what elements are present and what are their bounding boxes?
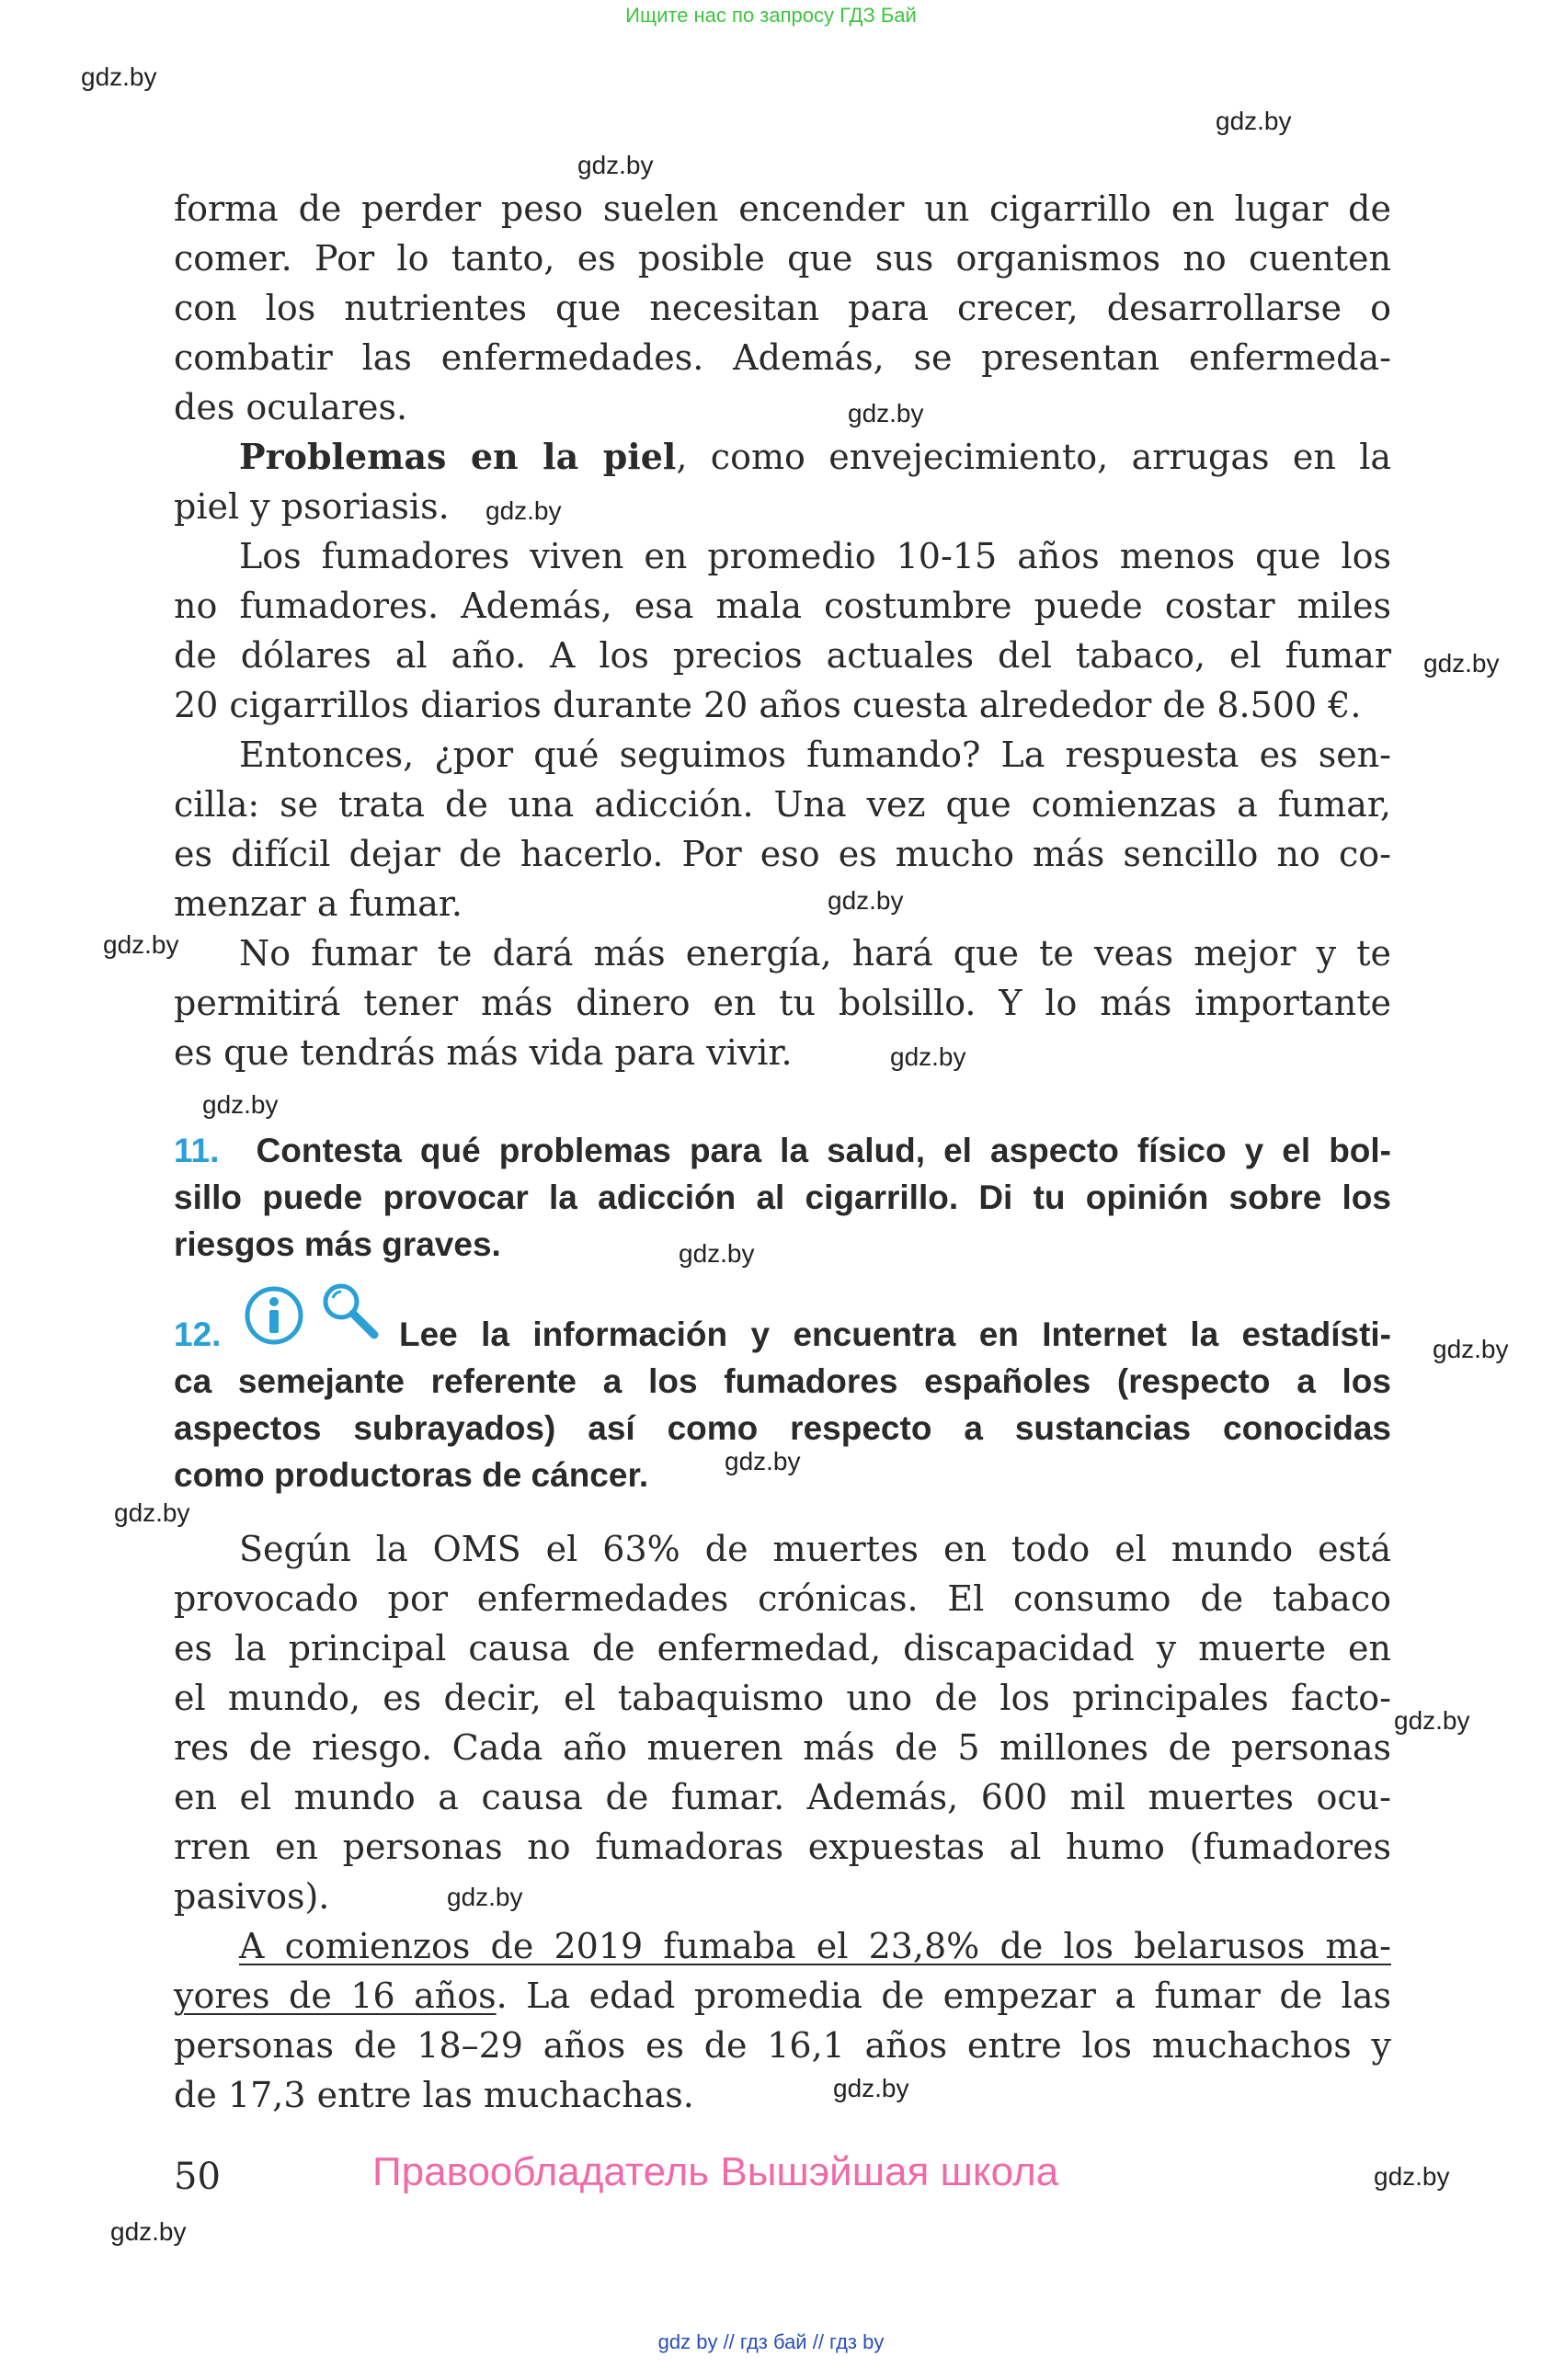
underlined-text: A comienzos de 2019 fumaba el 23,8% de los belarusos ma-	[239, 1926, 1391, 1966]
text-line: menzar a fumar.	[174, 883, 463, 924]
underlined-text: yores de 16 años	[174, 1976, 497, 2016]
watermark: gdz.by	[828, 886, 904, 915]
text-line: es difícil dejar de hacerlo. Por eso es mucho más sencillo no co-	[174, 834, 1391, 874]
page-number: 50	[174, 2156, 221, 2198]
top-banner: Ищите нас по запросу ГДЗ Бай	[625, 4, 917, 27]
text-line: combatir las enfermedades. Además, se presentan enfermeda-	[174, 337, 1391, 378]
watermark: gdz.by	[725, 1447, 801, 1475]
task-number: 12.	[174, 1315, 222, 1353]
watermark: gdz.by	[114, 1498, 190, 1527]
text-line: permitirá tener más dinero en tu bolsillo. Y lo más importante	[174, 983, 1391, 1023]
text-line: No fumar te dará más energía, hará que te veas mejor y te	[239, 933, 1391, 974]
task-number: 11.	[174, 1132, 220, 1169]
text-line: de dólares al año. A los precios actuales del tabaco, el fumar	[174, 635, 1391, 676]
text-line: cilla: se trata de una adicción. Una vez que comienzas a fumar,	[174, 784, 1391, 825]
text-line: comer. Por lo tanto, es posible que sus organismos no cuenten	[174, 238, 1391, 279]
text-line: es que tendrás más vida para vivir.	[174, 1032, 793, 1073]
watermark: gdz.by	[1374, 2162, 1450, 2191]
text-line: en el mundo a causa de fumar. Además, 600 mil muertes ocu-	[174, 1777, 1391, 1817]
text-line: rren en personas no fumadoras expuestas al humo (fumadores	[174, 1827, 1391, 1867]
text-line: el mundo, es decir, el tabaquismo uno de los principales facto-	[174, 1678, 1391, 1718]
copyright-holder: Правообладатель Вышэйшая школа	[372, 2149, 1059, 2194]
text-line: de 17,3 entre las muchachas.	[174, 2075, 694, 2115]
text-line: provocado por enfermedades crónicas. El consumo de tabaco	[174, 1578, 1391, 1619]
task-text: Contesta qué problemas para la salud, el aspecto físico y el bol-	[256, 1132, 1391, 1169]
watermark: gdz.by	[848, 399, 924, 427]
text-line: pasivos).	[174, 1876, 330, 1917]
watermark: gdz.by	[577, 151, 654, 179]
watermark: gdz.by	[679, 1239, 755, 1268]
paragraph-4	[174, 730, 1391, 928]
task-11	[174, 1127, 1391, 1268]
watermark: gdz.by	[1216, 107, 1292, 135]
watermark: gdz.by	[890, 1042, 966, 1071]
task-text: aspectos subrayados) así como respecto a sustancias conocidas	[174, 1409, 1391, 1447]
watermark: gdz.by	[833, 2074, 909, 2102]
task-text: ca semejante referente a los fumadores españoles (respecto a los	[174, 1362, 1391, 1400]
task-text: sillo puede provocar la adicción al cigarrillo. Di tu opinión sobre los	[174, 1179, 1391, 1216]
watermark: gdz.by	[1423, 649, 1500, 678]
footer-links[interactable]: gdz by // гдз бай // гдз by	[657, 2330, 885, 2353]
watermark: gdz.by	[202, 1090, 279, 1119]
task-text: como productoras de cáncer.	[174, 1456, 649, 1494]
text-line: forma de perder peso suelen encender un cigarrillo en lugar de	[174, 188, 1391, 229]
text-line: 20 cigarrillos diarios durante 20 años cuesta alrededor de 8.500 €.	[174, 685, 1362, 725]
watermark: gdz.by	[81, 63, 157, 91]
text-line: piel y psoriasis.	[174, 486, 450, 527]
watermark: gdz.by	[110, 2217, 187, 2246]
paragraph-3	[174, 531, 1391, 730]
text-segment: , como envejecimiento, arrugas en la	[676, 437, 1392, 477]
text-line: res de riesgo. Cada año mueren más de 5 millones de personas	[174, 1727, 1391, 1768]
watermark: gdz.by	[103, 930, 179, 959]
paragraph-6	[174, 1524, 1391, 1921]
watermark: gdz.by	[447, 1883, 523, 1911]
text-line: con los nutrientes que necesitan para crecer, desarrollarse o	[174, 288, 1391, 328]
paragraph-1	[174, 184, 1391, 432]
text-line: Los fumadores viven en promedio 10-15 años menos que los	[239, 536, 1391, 576]
watermark: gdz.by	[485, 496, 562, 525]
text-line: no fumadores. Además, esa mala costumbre puede costar miles	[174, 586, 1391, 626]
watermark: gdz.by	[1394, 1706, 1470, 1735]
paragraph-5	[174, 928, 1391, 1077]
bold-heading: Problemas en la piel	[239, 436, 677, 477]
text-line: des oculares.	[174, 387, 408, 427]
task-12	[174, 1311, 1391, 1498]
text-segment: . La edad promedia de empezar a fumar de las	[496, 1976, 1391, 2016]
task-text: Lee la información y encuentra en Internet la estadísti-	[399, 1315, 1391, 1353]
task-text: riesgos más graves.	[174, 1225, 501, 1263]
text-line: personas de 18–29 años es de 16,1 años entre los muchachos y	[174, 2025, 1391, 2066]
paragraph-7	[174, 1921, 1391, 2120]
text-line: Según la OMS el 63% de muertes en todo el mundo está	[239, 1529, 1391, 1569]
paragraph-2	[174, 432, 1391, 531]
text-line: es la principal causa de enfermedad, discapacidad y muerte en	[174, 1628, 1391, 1668]
watermark: gdz.by	[1433, 1335, 1509, 1363]
text-line: Entonces, ¿por qué seguimos fumando? La respuesta es sen-	[239, 734, 1391, 775]
